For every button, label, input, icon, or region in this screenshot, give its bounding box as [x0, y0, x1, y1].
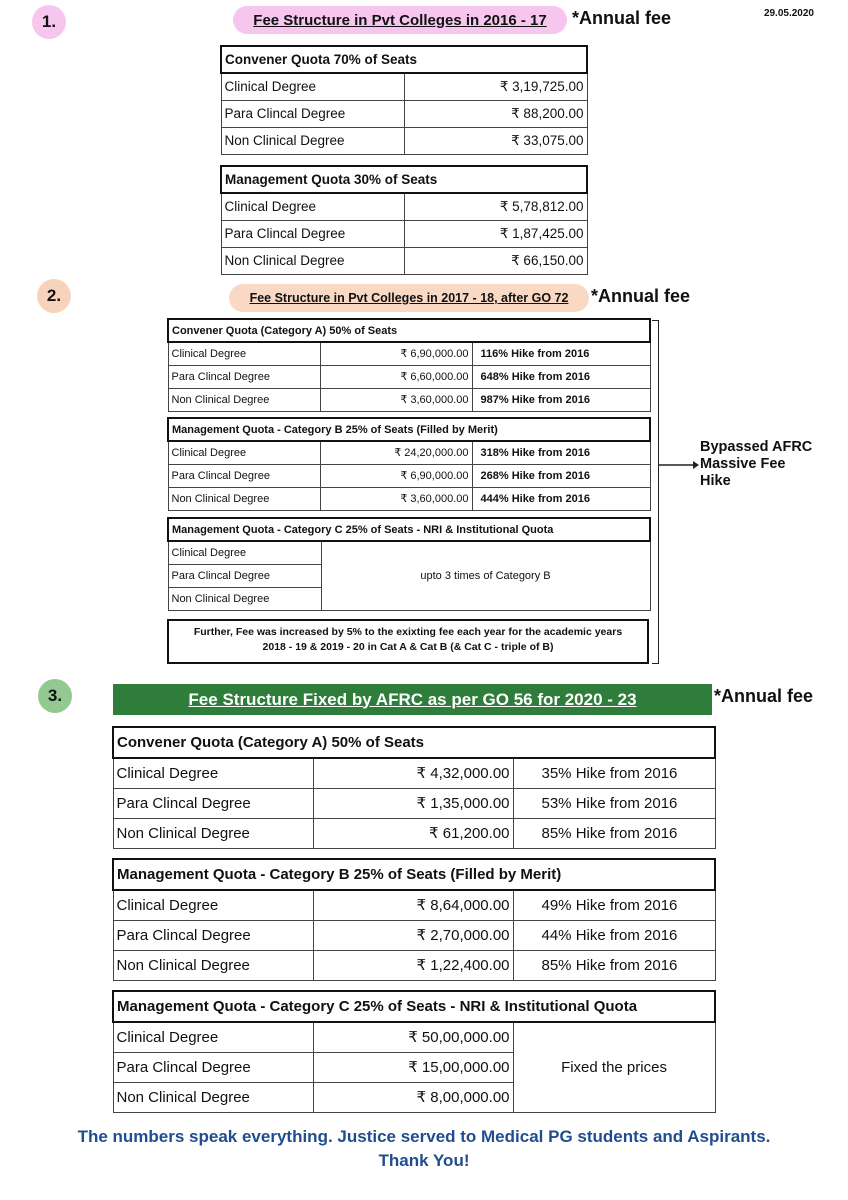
row-label: Non Clinical Degree	[221, 127, 404, 154]
section-1-annual-note: *Annual fee	[572, 8, 672, 28]
row-label: Para Clincal Degree	[168, 464, 320, 487]
section-1-number-badge: 1.	[32, 5, 66, 39]
table-header: Convener Quota (Category A) 50% of Seats	[168, 319, 650, 342]
table-header: Management Quota - Category C 25% of Seats - NRI & Institutional Quota	[168, 518, 650, 541]
row-label: Clinical Degree	[168, 441, 320, 464]
row-amount: ₹ 2,70,000.00	[313, 920, 513, 950]
section-3-annual-note: *Annual fee	[714, 686, 814, 706]
row-hike: 318% Hike from 2016	[472, 441, 650, 464]
section-2-title: Fee Structure in Pvt Colleges in 2017 - 18, after GO 72	[229, 284, 589, 312]
table-header: Convener Quota 70% of Seats	[221, 46, 587, 73]
row-hike: 85% Hike from 2016	[513, 818, 715, 848]
row-label: Non Clinical Degree	[113, 950, 313, 980]
row-label: Para Clincal Degree	[113, 788, 313, 818]
row-hike: 648% Hike from 2016	[472, 365, 650, 388]
row-amount: ₹ 6,60,000.00	[320, 365, 472, 388]
section-1-title: Fee Structure in Pvt Colleges in 2016 - 17	[233, 6, 567, 34]
footer-line-2: Thank You!	[378, 1151, 470, 1170]
table-row	[168, 541, 650, 564]
row-amount: ₹ 3,60,000.00	[320, 388, 472, 411]
footer-message	[0, 1125, 848, 1173]
row-amount: ₹ 1,35,000.00	[313, 788, 513, 818]
row-amount: ₹ 4,32,000.00	[313, 758, 513, 788]
table-row	[221, 100, 587, 127]
section-1-convener-table	[220, 45, 588, 155]
row-amount: ₹ 5,78,812.00	[404, 193, 587, 220]
category-c-merged-note: upto 3 times of Category B	[321, 541, 650, 610]
row-label: Non Clinical Degree	[168, 487, 320, 510]
table-row	[221, 247, 587, 274]
row-label: Clinical Degree	[113, 890, 313, 920]
category-c-merged-note: Fixed the prices	[513, 1022, 715, 1112]
row-label: Non Clinical Degree	[168, 587, 321, 610]
table-row	[168, 388, 650, 411]
table-row	[168, 365, 650, 388]
table-row	[221, 220, 587, 247]
row-hike: 987% Hike from 2016	[472, 388, 650, 411]
section-3-category-a-table	[112, 726, 716, 849]
table-row	[168, 464, 650, 487]
table-row	[221, 127, 587, 154]
row-label: Non Clinical Degree	[113, 1082, 313, 1112]
table-header: Management Quota - Category B 25% of Seats (Filled by Merit)	[113, 859, 715, 890]
row-hike: 85% Hike from 2016	[513, 950, 715, 980]
row-amount: ₹ 1,87,425.00	[404, 220, 587, 247]
row-label: Non Clinical Degree	[221, 247, 404, 274]
arrow-right-icon	[659, 459, 699, 471]
row-label: Para Clincal Degree	[113, 1052, 313, 1082]
row-amount: ₹ 1,22,400.00	[313, 950, 513, 980]
row-label: Clinical Degree	[168, 541, 321, 564]
section-2-category-b-table	[167, 417, 651, 511]
table-header: Management Quota - Category B 25% of Seats (Filled by Merit)	[168, 418, 650, 441]
section-2-number-badge: 2.	[37, 279, 71, 313]
table-row	[168, 487, 650, 510]
row-amount: ₹ 61,200.00	[313, 818, 513, 848]
row-amount: ₹ 88,200.00	[404, 100, 587, 127]
row-label: Para Clincal Degree	[168, 564, 321, 587]
row-amount: ₹ 33,075.00	[404, 127, 587, 154]
table-row	[168, 441, 650, 464]
table-row	[113, 890, 715, 920]
row-label: Para Clincal Degree	[221, 100, 404, 127]
table-row	[113, 788, 715, 818]
bypassed-afrc-callout	[700, 439, 812, 490]
table-row	[113, 758, 715, 788]
row-label: Non Clinical Degree	[113, 818, 313, 848]
row-amount: ₹ 6,90,000.00	[320, 464, 472, 487]
row-amount: ₹ 3,19,725.00	[404, 73, 587, 100]
date-label: 29.05.2020	[763, 8, 814, 19]
table-row	[113, 950, 715, 980]
row-hike: 116% Hike from 2016	[472, 342, 650, 365]
section-3-number-badge: 3.	[38, 679, 72, 713]
table-header: Management Quota - Category C 25% of Seats - NRI & Institutional Quota	[113, 991, 715, 1022]
row-hike: 35% Hike from 2016	[513, 758, 715, 788]
row-amount: ₹ 50,00,000.00	[313, 1022, 513, 1052]
row-label: Para Clincal Degree	[168, 365, 320, 388]
table-header: Management Quota 30% of Seats	[221, 166, 587, 193]
row-hike: 53% Hike from 2016	[513, 788, 715, 818]
row-amount: ₹ 6,90,000.00	[320, 342, 472, 365]
section-3-category-b-table	[112, 858, 716, 981]
row-amount: ₹ 24,20,000.00	[320, 441, 472, 464]
row-label: Clinical Degree	[168, 342, 320, 365]
row-hike: 444% Hike from 2016	[472, 487, 650, 510]
section-2-bracket	[652, 320, 659, 664]
section-2-category-c-table	[167, 517, 651, 611]
table-row	[168, 342, 650, 365]
row-hike: 44% Hike from 2016	[513, 920, 715, 950]
row-label: Clinical Degree	[221, 193, 404, 220]
row-label: Non Clinical Degree	[168, 388, 320, 411]
row-amount: ₹ 8,00,000.00	[313, 1082, 513, 1112]
table-row	[113, 920, 715, 950]
row-amount: ₹ 3,60,000.00	[320, 487, 472, 510]
row-hike: 268% Hike from 2016	[472, 464, 650, 487]
row-label: Clinical Degree	[113, 1022, 313, 1052]
table-row	[221, 73, 587, 100]
row-amount: ₹ 66,150.00	[404, 247, 587, 274]
callout-line: Bypassed AFRC	[700, 439, 813, 455]
further-note-line-1: Further, Fee was increased by 5% to the exixting fee each year for the academic years	[193, 626, 623, 638]
further-note-line-2: 2018 - 19 & 2019 - 20 in Cat A & Cat B (& Cat C - triple of B)	[262, 641, 554, 653]
section-1-management-table	[220, 165, 588, 275]
table-header: Convener Quota (Category A) 50% of Seats	[113, 727, 715, 758]
row-label: Para Clincal Degree	[113, 920, 313, 950]
callout-line: Hike	[700, 473, 731, 489]
table-row	[113, 1022, 715, 1052]
section-2-category-a-table	[167, 318, 651, 412]
row-label: Clinical Degree	[113, 758, 313, 788]
row-label: Clinical Degree	[221, 73, 404, 100]
table-row	[221, 193, 587, 220]
row-hike: 49% Hike from 2016	[513, 890, 715, 920]
section-3-title: Fee Structure Fixed by AFRC as per GO 56 for 2020 - 23	[113, 684, 712, 715]
callout-line: Massive Fee	[700, 456, 786, 472]
footer-line-1: The numbers speak everything. Justice served to Medical PG students and Aspirants.	[77, 1127, 771, 1146]
section-2-further-note	[167, 619, 649, 664]
section-3-category-c-table	[112, 990, 716, 1113]
table-row	[113, 818, 715, 848]
row-amount: ₹ 8,64,000.00	[313, 890, 513, 920]
row-label: Para Clincal Degree	[221, 220, 404, 247]
row-amount: ₹ 15,00,000.00	[313, 1052, 513, 1082]
section-2-annual-note: *Annual fee	[591, 286, 691, 306]
